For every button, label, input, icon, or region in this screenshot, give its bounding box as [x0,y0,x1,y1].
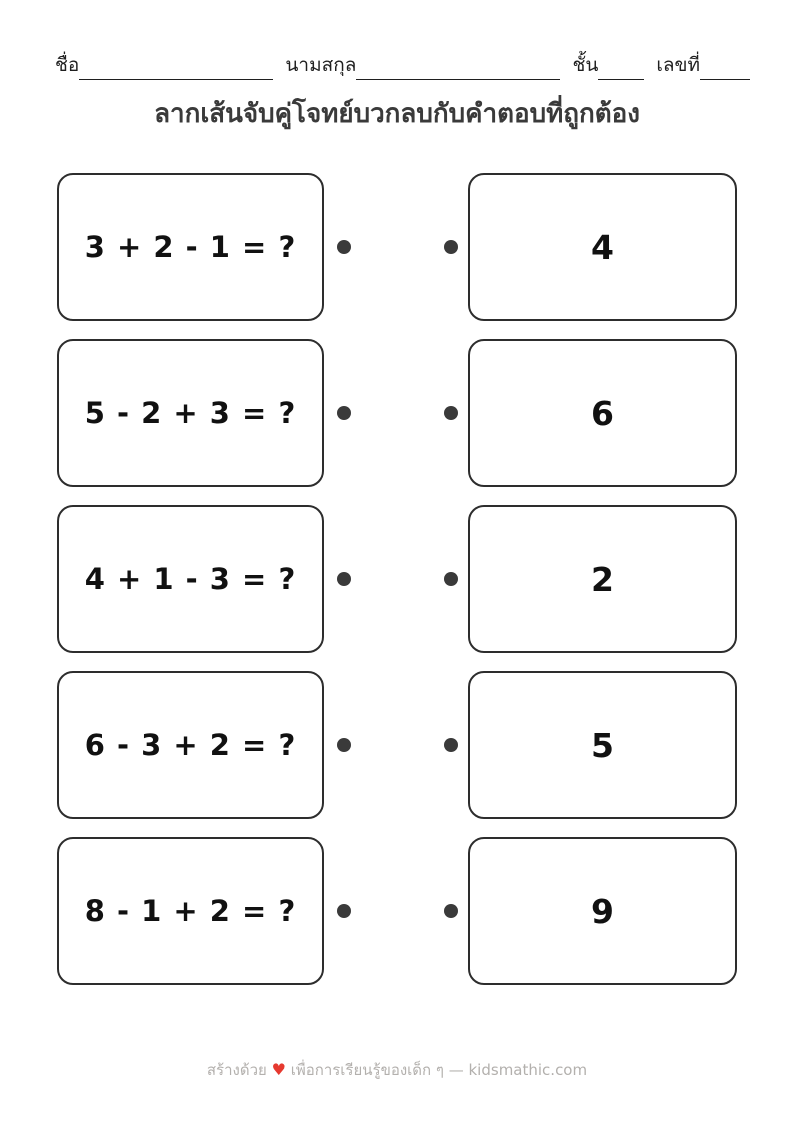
connector-dot-left[interactable] [337,240,351,254]
heart-icon: ♥ [271,1060,286,1079]
worksheet-title: ลากเส้นจับคู่โจทย์บวกลบกับคำตอบที่ถูกต้อง [154,99,640,129]
connector-dot-right[interactable] [444,904,458,918]
answer-text: 5 [591,725,614,765]
connector-dot-right[interactable] [444,738,458,752]
problem-text: 8 - 1 + 2 = ? [84,894,297,928]
class-label: ชั้น [572,53,599,76]
surname-label: นามสกุล [285,53,357,76]
problem-card [57,837,324,985]
match-row [57,173,737,321]
connector-dot-right[interactable] [444,240,458,254]
match-row [57,837,737,985]
answer-card [468,837,737,985]
connector-dot-right[interactable] [444,406,458,420]
site-name: kidsmathic.com [468,1061,588,1079]
answer-text: 9 [591,891,614,931]
connector-dot-left[interactable] [337,904,351,918]
problem-card [57,339,324,487]
connector-dot-left[interactable] [337,738,351,752]
problem-text: 4 + 1 - 3 = ? [84,562,297,596]
connector-dot-left[interactable] [337,572,351,586]
answer-text: 4 [591,227,614,267]
connector-dot-left[interactable] [337,406,351,420]
number-label: เลขที่ [656,53,701,76]
problem-text: 5 - 2 + 3 = ? [84,396,297,430]
match-row [57,671,737,819]
answer-card [468,339,737,487]
problem-card [57,505,324,653]
answer-text: 6 [591,393,614,433]
problem-text: 6 - 3 + 2 = ? [84,728,297,762]
name-label: ชื่อ [55,53,80,76]
footer-suffix: เพื่อการเรียนรู้ของเด็ก ๆ — [290,1061,464,1079]
match-row [57,505,737,653]
problem-card [57,173,324,321]
footer-credit [0,1058,794,1082]
problem-card [57,671,324,819]
answer-text: 2 [591,559,614,599]
problem-text: 3 + 2 - 1 = ? [84,230,297,264]
answer-card [468,505,737,653]
answer-card [468,173,737,321]
match-row [57,339,737,487]
answer-card [468,671,737,819]
connector-dot-right[interactable] [444,572,458,586]
footer-prefix: สร้างด้วย [206,1061,267,1079]
